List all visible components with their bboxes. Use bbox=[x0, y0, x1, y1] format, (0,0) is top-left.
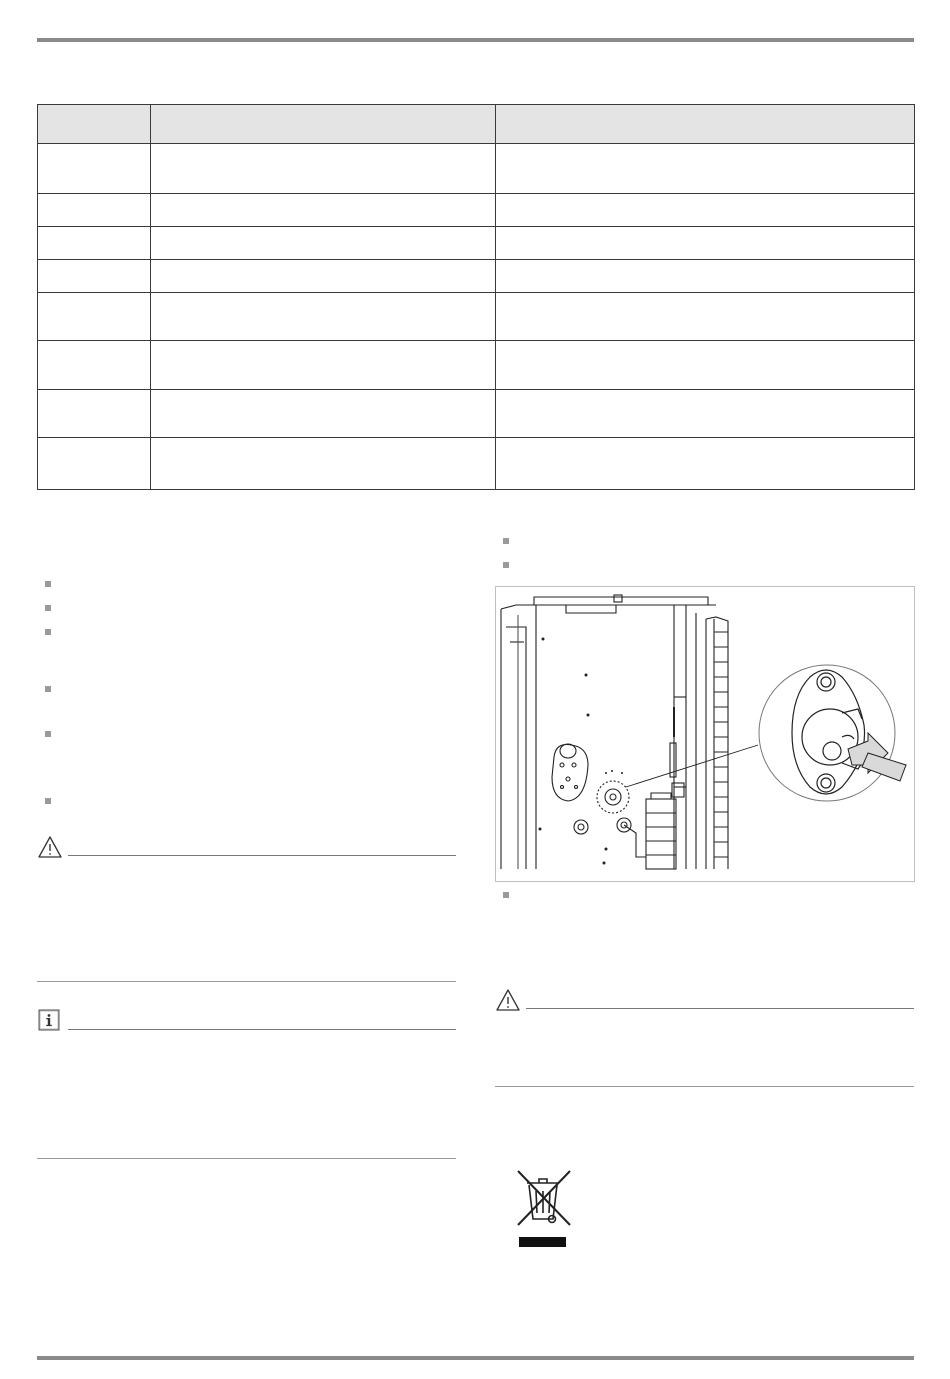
footer-rule bbox=[37, 1356, 914, 1360]
table-row bbox=[38, 293, 915, 341]
table-row bbox=[38, 194, 915, 227]
fault-table bbox=[37, 104, 915, 490]
info-note-rule bbox=[68, 1029, 456, 1030]
table-header-cell bbox=[151, 105, 496, 144]
table-row bbox=[38, 341, 915, 390]
table-cell bbox=[38, 194, 151, 227]
warning-note-end-rule bbox=[495, 1086, 914, 1087]
table-row bbox=[38, 438, 915, 490]
table-row bbox=[38, 390, 915, 438]
table-row bbox=[38, 227, 915, 260]
header-rule bbox=[37, 38, 914, 42]
table-cell bbox=[496, 144, 915, 194]
warning-triangle-icon bbox=[495, 988, 521, 1012]
table-cell bbox=[38, 293, 151, 341]
table-cell bbox=[151, 341, 496, 390]
table-cell bbox=[151, 390, 496, 438]
thermostat-reset-illustration bbox=[496, 587, 914, 881]
list-bullet bbox=[503, 892, 509, 898]
table-cell bbox=[496, 438, 915, 490]
list-bullet bbox=[503, 538, 509, 544]
table-cell bbox=[496, 260, 915, 293]
table-cell bbox=[38, 390, 151, 438]
list-bullet bbox=[45, 629, 51, 635]
table-header-cell bbox=[496, 105, 915, 144]
warning-note-end-rule bbox=[37, 981, 456, 982]
table-cell bbox=[38, 144, 151, 194]
table-cell bbox=[496, 194, 915, 227]
table-cell bbox=[38, 438, 151, 490]
table-row bbox=[38, 260, 915, 293]
table-cell bbox=[151, 438, 496, 490]
list-bullet bbox=[503, 562, 509, 568]
info-note-end-rule bbox=[37, 1158, 456, 1159]
table-cell bbox=[496, 390, 915, 438]
table-header-cell bbox=[38, 105, 151, 144]
table-cell bbox=[151, 260, 496, 293]
warning-note-rule bbox=[68, 855, 456, 856]
list-bullet bbox=[45, 731, 51, 737]
table-header-row bbox=[38, 105, 915, 144]
table-cell bbox=[38, 260, 151, 293]
table-cell bbox=[151, 293, 496, 341]
table-cell bbox=[38, 227, 151, 260]
table-cell bbox=[496, 227, 915, 260]
list-bullet bbox=[45, 798, 51, 804]
table-cell bbox=[151, 227, 496, 260]
list-bullet bbox=[45, 581, 51, 587]
list-bullet bbox=[45, 686, 51, 692]
crossed-out-wheelie-bin-icon bbox=[512, 1165, 574, 1249]
warning-note-rule bbox=[526, 1008, 914, 1009]
table-cell bbox=[38, 341, 151, 390]
table-row bbox=[38, 144, 915, 194]
thermostat-reset-figure bbox=[495, 586, 915, 882]
table-cell bbox=[496, 341, 915, 390]
list-bullet bbox=[45, 605, 51, 611]
info-icon bbox=[38, 1009, 60, 1031]
table-cell bbox=[151, 144, 496, 194]
table-cell bbox=[496, 293, 915, 341]
warning-triangle-icon bbox=[37, 835, 63, 859]
table-cell bbox=[151, 194, 496, 227]
